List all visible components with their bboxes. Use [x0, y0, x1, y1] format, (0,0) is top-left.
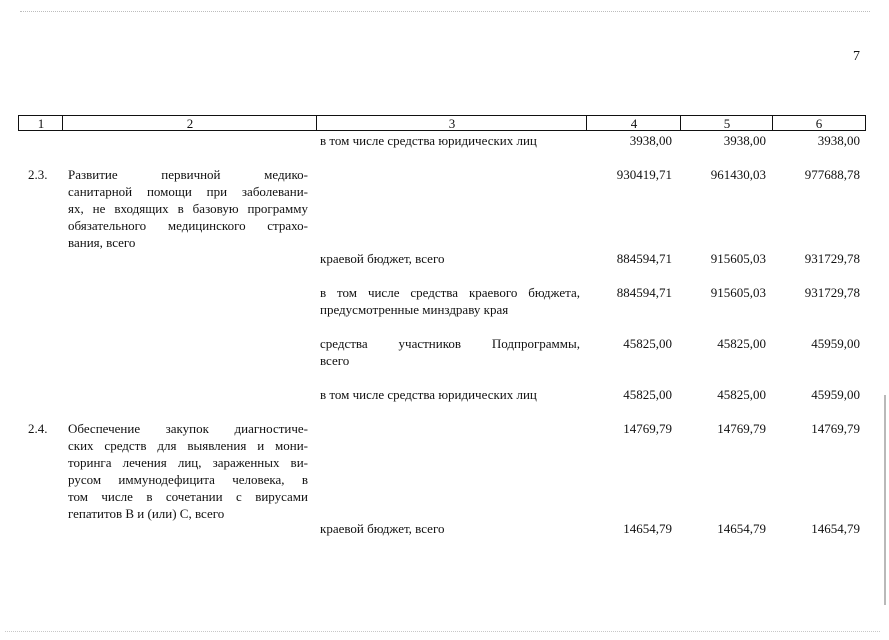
header-col-6: 6	[815, 116, 823, 131]
value-col-4: 884594,71	[616, 285, 672, 300]
value-col-5: 961430,03	[710, 167, 766, 182]
value-col-5: 3938,00	[723, 133, 766, 148]
source-line: средства участников Подпрограммы,	[320, 336, 580, 351]
page-number: 7	[853, 49, 860, 64]
value-col-5: 45825,00	[717, 336, 766, 351]
item-name-line: ских средств для выявления и мони-	[68, 438, 308, 453]
value-col-4: 45825,00	[623, 336, 672, 351]
item-name-line: торинга лечения лиц, зараженных ви-	[68, 455, 308, 470]
header-col-4: 4	[630, 116, 638, 131]
item-name-line: вания, всего	[68, 235, 136, 250]
scan-artifact-right	[884, 395, 886, 605]
value-col-5: 14654,79	[717, 521, 766, 536]
value-col-4: 930419,71	[616, 167, 672, 182]
item-name-line: обязательного медицинского страхо-	[68, 218, 308, 233]
table-row-source	[320, 520, 580, 537]
header-col-1: 1	[37, 116, 45, 131]
value-col-6: 931729,78	[804, 251, 860, 266]
value-col-4: 45825,00	[623, 387, 672, 402]
value-col-5: 45825,00	[717, 387, 766, 402]
value-col-6: 14769,79	[811, 421, 860, 436]
table-row-source	[320, 386, 580, 403]
value-col-6: 977688,78	[804, 167, 860, 182]
source-line: в том числе средства юридических лиц	[320, 133, 537, 148]
item-name-line: Обеспечение закупок диагностиче-	[68, 421, 308, 436]
value-col-6: 45959,00	[811, 387, 860, 402]
value-col-6: 45959,00	[811, 336, 860, 351]
scan-artifact-top	[20, 11, 870, 12]
item-name-line: санитарной помощи при заболевани-	[68, 184, 308, 199]
value-col-4: 3938,00	[629, 133, 672, 148]
source-line: краевой бюджет, всего	[320, 251, 445, 266]
table-row-source	[320, 335, 580, 369]
table-row-source	[320, 284, 580, 318]
item-name-line: том числе в сочетании с вирусами	[68, 489, 308, 504]
value-col-6: 14654,79	[811, 521, 860, 536]
value-col-6: 931729,78	[804, 285, 860, 300]
source-line: в том числе средства юридических лиц	[320, 387, 537, 402]
item-name-line: русом иммунодефицита человека, в	[68, 472, 308, 487]
value-col-4: 14654,79	[623, 521, 672, 536]
item-name-line: Развитие первичной медико-	[68, 167, 308, 182]
header-col-3: 3	[448, 116, 456, 131]
scan-artifact-bottom	[5, 631, 880, 632]
item-name-line: ях, не входящих в базовую программу	[68, 201, 308, 216]
value-col-5: 915605,03	[710, 251, 766, 266]
header-col-5: 5	[723, 116, 731, 131]
table-row-source	[320, 250, 580, 267]
table-row-source	[320, 132, 580, 149]
value-col-4: 884594,71	[616, 251, 672, 266]
source-line: краевой бюджет, всего	[320, 521, 445, 536]
header-col-2: 2	[186, 116, 194, 131]
value-col-4: 14769,79	[623, 421, 672, 436]
value-col-5: 915605,03	[710, 285, 766, 300]
item-number: 2.4.	[28, 421, 48, 436]
item-name	[68, 420, 308, 522]
item-name	[68, 166, 308, 251]
source-line: в том числе средства краевого бюджета,	[320, 285, 580, 300]
value-col-5: 14769,79	[717, 421, 766, 436]
value-col-6: 3938,00	[817, 133, 860, 148]
item-number: 2.3.	[28, 167, 48, 182]
source-line: предусмотренные минздраву края	[320, 302, 509, 317]
source-line: всего	[320, 353, 350, 368]
table-header-row	[18, 115, 866, 131]
item-name-line: гепатитов В и (или) С, всего	[68, 506, 225, 521]
